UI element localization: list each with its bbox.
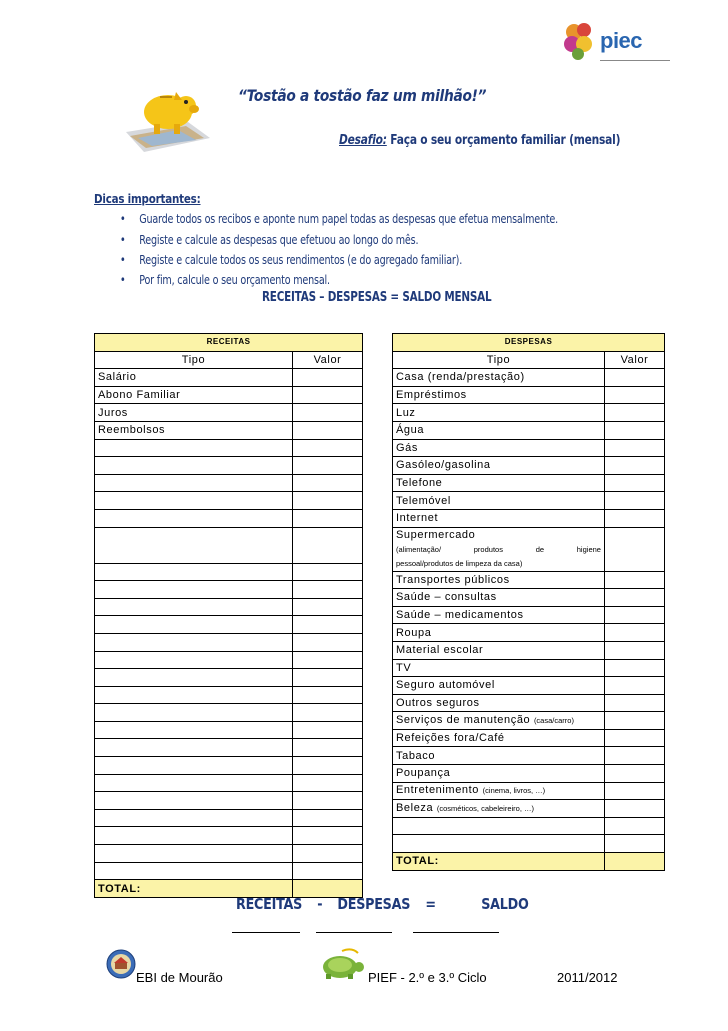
expense-type: Transportes públicos	[393, 571, 605, 589]
expense-value-cell[interactable]	[605, 421, 665, 439]
income-value-cell[interactable]	[293, 774, 363, 792]
table-row	[393, 571, 665, 589]
col-tipo: Tipo	[95, 351, 293, 369]
income-type-cell[interactable]	[95, 457, 293, 475]
final-formula: RECEITAS - DESPESAS = SALDO	[236, 895, 529, 913]
balance-formula: RECEITAS – DESPESAS = SALDO MENSAL	[262, 290, 492, 305]
table-row	[393, 527, 665, 571]
servicos-note: (casa/carro)	[533, 716, 574, 726]
income-value-cell[interactable]	[293, 527, 363, 563]
table-row	[393, 457, 665, 475]
expense-value-cell[interactable]	[605, 817, 665, 835]
hands-logo-icon	[560, 18, 600, 62]
expense-value-cell[interactable]	[605, 677, 665, 695]
table-row	[95, 686, 363, 704]
income-type: Reembolsos	[95, 421, 293, 439]
turtle-logo-icon	[318, 945, 366, 981]
tip-item	[120, 233, 418, 247]
challenge-text: Faça o seu orçamento familiar (mensal)	[386, 133, 621, 148]
table-row	[393, 404, 665, 422]
table-row	[95, 509, 363, 527]
income-type: Abono Familiar	[95, 386, 293, 404]
supermercado-detail-2: pessoal/produtos de limpeza da casa)	[396, 558, 523, 568]
income-type-cell[interactable]	[95, 616, 293, 634]
table-row	[95, 757, 363, 775]
expense-header: DESPESAS	[393, 334, 665, 352]
income-type-cell[interactable]	[95, 704, 293, 722]
expense-type: Internet	[393, 509, 605, 527]
expense-type: Gasóleo/gasolina	[393, 457, 605, 475]
table-row	[393, 835, 665, 853]
expense-value-cell[interactable]	[605, 527, 665, 571]
table-row	[393, 817, 665, 835]
table-row	[393, 606, 665, 624]
table-row	[95, 457, 363, 475]
expense-type-beleza	[393, 800, 605, 818]
income-type-cell[interactable]	[95, 792, 293, 810]
income-type-cell[interactable]	[95, 827, 293, 845]
table-row	[393, 800, 665, 818]
expense-type: Tabaco	[393, 747, 605, 765]
expense-value-cell[interactable]	[605, 404, 665, 422]
income-value-cell[interactable]	[293, 669, 363, 687]
expense-value-cell[interactable]	[605, 589, 665, 607]
income-value-cell[interactable]	[293, 457, 363, 475]
expense-total-label: TOTAL:	[393, 853, 605, 871]
table-row	[95, 492, 363, 510]
saldo-blank-line[interactable]	[413, 932, 499, 933]
income-type-cell[interactable]	[95, 809, 293, 827]
supermercado-detail	[396, 543, 601, 557]
table-row	[95, 669, 363, 687]
expense-type-cell[interactable]	[393, 817, 605, 835]
expense-type: Poupança	[393, 765, 605, 783]
income-value-cell[interactable]	[293, 509, 363, 527]
expense-type: Refeições fora/Café	[393, 729, 605, 747]
table-row	[393, 659, 665, 677]
income-value-cell[interactable]	[293, 581, 363, 599]
expense-type: Telefone	[393, 474, 605, 492]
income-value-cell[interactable]	[293, 563, 363, 581]
piec-word: piec	[600, 28, 643, 53]
supermercado-label: Supermercado	[396, 528, 476, 541]
tip-text: Guarde todos os recibos e aponte num papel todas as despesas que efetua mensalmente.	[139, 212, 558, 226]
expense-value-cell[interactable]	[605, 729, 665, 747]
table-row	[393, 386, 665, 404]
entretenimento-label: Entretenimento	[396, 784, 479, 797]
table-row	[95, 862, 363, 880]
income-type-cell[interactable]	[95, 757, 293, 775]
income-value-cell[interactable]	[293, 686, 363, 704]
table-row	[95, 739, 363, 757]
income-type: Juros	[95, 404, 293, 422]
expense-type: Gás	[393, 439, 605, 457]
piec-logo	[560, 18, 680, 66]
table-row	[95, 474, 363, 492]
income-type-cell[interactable]	[95, 563, 293, 581]
table-row	[95, 633, 363, 651]
expense-value-cell[interactable]	[605, 800, 665, 818]
table-row	[95, 563, 363, 581]
table-row	[95, 774, 363, 792]
expense-value-cell[interactable]	[605, 782, 665, 800]
income-type-cell[interactable]	[95, 669, 293, 687]
income-type-cell[interactable]	[95, 721, 293, 739]
expense-type: TV	[393, 659, 605, 677]
piec-subtitle-line	[600, 60, 670, 61]
despesas-blank-line[interactable]	[316, 932, 392, 933]
bullet-icon: •	[120, 212, 126, 226]
table-row	[95, 845, 363, 863]
income-table	[94, 333, 363, 898]
table-row	[95, 598, 363, 616]
income-type-cell[interactable]	[95, 527, 293, 563]
table-row	[393, 765, 665, 783]
expense-value-cell[interactable]	[605, 694, 665, 712]
page-title: “Tostão a tostão faz um milhão!”	[238, 86, 487, 105]
table-row	[95, 721, 363, 739]
income-header: RECEITAS	[95, 334, 363, 352]
table-row	[393, 712, 665, 730]
expense-value-cell[interactable]	[605, 439, 665, 457]
income-type-cell[interactable]	[95, 439, 293, 457]
footer-program: PIEF - 2.º e 3.º Ciclo	[368, 970, 487, 985]
detail-word: de	[535, 544, 545, 554]
expense-type-supermercado	[393, 527, 605, 571]
expense-value-cell[interactable]	[605, 509, 665, 527]
table-row	[393, 492, 665, 510]
table-row	[95, 386, 363, 404]
servicos-label: Serviços de manutenção	[396, 714, 531, 727]
income-value-cell[interactable]	[293, 827, 363, 845]
table-row	[393, 439, 665, 457]
table-row	[95, 421, 363, 439]
income-total-label: TOTAL:	[95, 880, 293, 898]
column-header-row	[393, 351, 665, 369]
income-type-cell[interactable]	[95, 651, 293, 669]
expense-type: Seguro automóvel	[393, 677, 605, 695]
income-type-cell[interactable]	[95, 598, 293, 616]
table-row	[393, 694, 665, 712]
income-type-cell[interactable]	[95, 739, 293, 757]
expense-value-cell[interactable]	[605, 386, 665, 404]
table-header-row	[95, 334, 363, 352]
tip-text: Registe e calcule todos os seus rendimentos (e do agregado familiar).	[139, 253, 463, 267]
income-value-cell[interactable]	[293, 598, 363, 616]
tip-item	[120, 212, 558, 226]
tip-text: Registe e calcule as despesas que efetuou ao longo do mês.	[139, 233, 419, 247]
income-type-cell[interactable]	[95, 581, 293, 599]
income-value-cell[interactable]	[293, 704, 363, 722]
income-type: Salário	[95, 369, 293, 387]
income-value-cell[interactable]	[293, 439, 363, 457]
expense-type-entretenimento	[393, 782, 605, 800]
total-row	[393, 853, 665, 871]
income-value-cell[interactable]	[293, 792, 363, 810]
table-row	[393, 641, 665, 659]
challenge-subtitle	[339, 133, 620, 148]
expense-value-cell[interactable]	[605, 474, 665, 492]
bullet-icon: •	[120, 233, 126, 247]
income-type-cell[interactable]	[95, 686, 293, 704]
income-type-cell[interactable]	[95, 492, 293, 510]
income-value-cell[interactable]	[293, 809, 363, 827]
table-row	[95, 369, 363, 387]
expense-value-cell[interactable]	[605, 369, 665, 387]
table-row	[393, 624, 665, 642]
tip-item	[120, 273, 330, 287]
table-row	[393, 677, 665, 695]
detail-word: produtos	[473, 544, 503, 554]
table-row	[95, 704, 363, 722]
income-value-cell[interactable]	[293, 404, 363, 422]
bullet-icon: •	[120, 273, 126, 287]
receitas-blank-line[interactable]	[232, 932, 300, 933]
expense-type: Casa (renda/prestação)	[393, 369, 605, 387]
expense-type: Roupa	[393, 624, 605, 642]
income-type-cell[interactable]	[95, 474, 293, 492]
income-value-cell[interactable]	[293, 721, 363, 739]
table-header-row	[393, 334, 665, 352]
expense-value-cell[interactable]	[605, 835, 665, 853]
income-value-cell[interactable]	[293, 616, 363, 634]
table-row	[95, 616, 363, 634]
table-row	[393, 589, 665, 607]
income-type-cell[interactable]	[95, 633, 293, 651]
expense-type: Luz	[393, 404, 605, 422]
bullet-icon: •	[120, 253, 126, 267]
income-value-cell[interactable]	[293, 633, 363, 651]
expense-value-cell[interactable]	[605, 747, 665, 765]
expense-table	[392, 333, 665, 871]
piggy-bank-image	[118, 78, 214, 158]
beleza-label: Beleza	[396, 802, 434, 815]
expense-type: Água	[393, 421, 605, 439]
expense-value-cell[interactable]	[605, 492, 665, 510]
school-logo-icon	[106, 949, 136, 979]
footer-school: EBI de Mourão	[136, 970, 223, 985]
table-row	[393, 729, 665, 747]
detail-word: (alimentação/	[396, 544, 442, 554]
expense-value-cell[interactable]	[605, 457, 665, 475]
tips-title: Dicas importantes:	[94, 192, 201, 206]
table-row	[393, 509, 665, 527]
expense-total-value[interactable]	[605, 853, 665, 871]
table-row	[95, 809, 363, 827]
income-value-cell[interactable]	[293, 492, 363, 510]
table-row	[95, 651, 363, 669]
income-type-cell[interactable]	[95, 862, 293, 880]
income-value-cell[interactable]	[293, 757, 363, 775]
table-row	[95, 581, 363, 599]
income-value-cell[interactable]	[293, 421, 363, 439]
income-value-cell[interactable]	[293, 739, 363, 757]
table-row	[95, 827, 363, 845]
footer-year: 2011/2012	[557, 970, 618, 985]
expense-value-cell[interactable]	[605, 624, 665, 642]
expense-value-cell[interactable]	[605, 659, 665, 677]
tip-text: Por fim, calcule o seu orçamento mensal.	[139, 273, 330, 287]
detail-word: higiene	[576, 544, 601, 554]
table-row	[393, 369, 665, 387]
col-tipo: Tipo	[393, 351, 605, 369]
income-value-cell[interactable]	[293, 386, 363, 404]
expense-type: Outros seguros	[393, 694, 605, 712]
expense-value-cell[interactable]	[605, 641, 665, 659]
table-row	[95, 439, 363, 457]
table-row	[393, 782, 665, 800]
expense-type-cell[interactable]	[393, 835, 605, 853]
table-row	[393, 747, 665, 765]
expense-value-cell[interactable]	[605, 606, 665, 624]
expense-type: Telemóvel	[393, 492, 605, 510]
income-type-cell[interactable]	[95, 774, 293, 792]
expense-type: Saúde – consultas	[393, 589, 605, 607]
income-value-cell[interactable]	[293, 862, 363, 880]
column-header-row	[95, 351, 363, 369]
beleza-note: (cosméticos, cabeleireiro, …)	[436, 804, 535, 814]
table-row	[393, 474, 665, 492]
income-value-cell[interactable]	[293, 369, 363, 387]
table-row	[95, 527, 363, 563]
expense-type: Material escolar	[393, 641, 605, 659]
table-row	[95, 792, 363, 810]
income-value-cell[interactable]	[293, 651, 363, 669]
table-row	[95, 404, 363, 422]
expense-value-cell[interactable]	[605, 712, 665, 730]
income-value-cell[interactable]	[293, 474, 363, 492]
expense-value-cell[interactable]	[605, 571, 665, 589]
col-valor: Valor	[605, 351, 665, 369]
tip-item	[120, 253, 462, 267]
expense-value-cell[interactable]	[605, 765, 665, 783]
expense-type: Empréstimos	[393, 386, 605, 404]
expense-type-servicos	[393, 712, 605, 730]
expense-type: Saúde – medicamentos	[393, 606, 605, 624]
entretenimento-note: (cinema, livros, …)	[482, 786, 546, 796]
income-type-cell[interactable]	[95, 509, 293, 527]
challenge-label: Desafio:	[339, 133, 387, 148]
col-valor: Valor	[293, 351, 363, 369]
income-type-cell[interactable]	[95, 845, 293, 863]
income-value-cell[interactable]	[293, 845, 363, 863]
table-row	[393, 421, 665, 439]
